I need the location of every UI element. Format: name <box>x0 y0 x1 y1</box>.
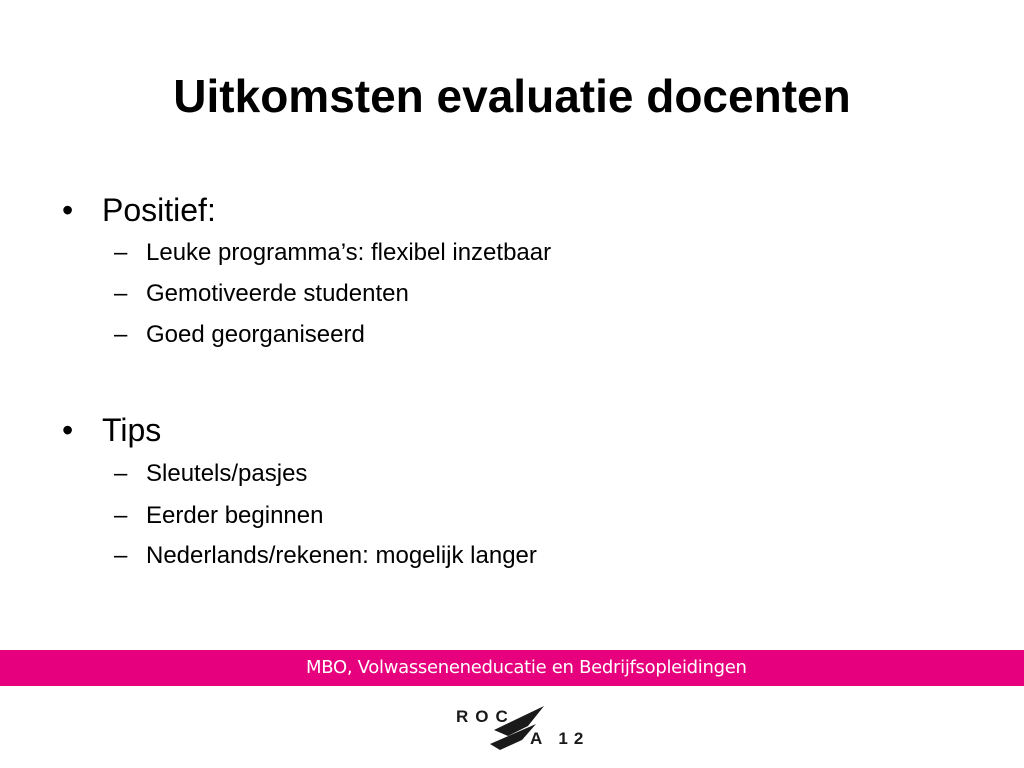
sub-item <box>114 501 323 531</box>
bullet-marker: • <box>62 192 74 228</box>
sub-item-label: Gemotiveerde studenten <box>146 280 409 307</box>
sub-item <box>114 459 307 489</box>
bullet-label: Tips <box>102 412 162 448</box>
footer-band <box>0 650 1024 686</box>
dash-marker: – <box>114 542 128 569</box>
dash-marker: – <box>114 239 128 266</box>
roc-a12-logo <box>450 700 590 756</box>
sub-item-label: Sleutels/pasjes <box>146 460 308 487</box>
bullet-item-tips <box>62 410 161 450</box>
bullet-label: Positief: <box>102 192 216 228</box>
bullet-marker: • <box>62 412 74 448</box>
sub-item <box>114 238 551 268</box>
roc-a12-logo-graphic <box>450 700 590 756</box>
sub-item-label: Nederlands/rekenen: mogelijk langer <box>146 542 537 569</box>
footer-tagline: MBO, Volwasseneneducatie en Bedrijfsopleidingen <box>306 657 747 678</box>
sub-item <box>114 320 365 350</box>
dash-marker: – <box>114 280 128 307</box>
dash-marker: – <box>114 460 128 487</box>
sub-item-label: Goed georganiseerd <box>146 321 365 348</box>
sub-item-label: Leuke programma’s: flexibel inzetbaar <box>146 239 552 266</box>
logo-text-roc: ROC <box>456 707 515 726</box>
logo-text-a12: A 12 <box>530 729 590 748</box>
dash-marker: – <box>114 502 128 529</box>
bullet-item-positief <box>62 190 216 230</box>
sub-item <box>114 541 537 571</box>
sub-item-label: Eerder beginnen <box>146 502 324 529</box>
sub-item <box>114 279 409 309</box>
dash-marker: – <box>114 321 128 348</box>
slide-title: Uitkomsten evaluatie docenten <box>173 70 851 122</box>
